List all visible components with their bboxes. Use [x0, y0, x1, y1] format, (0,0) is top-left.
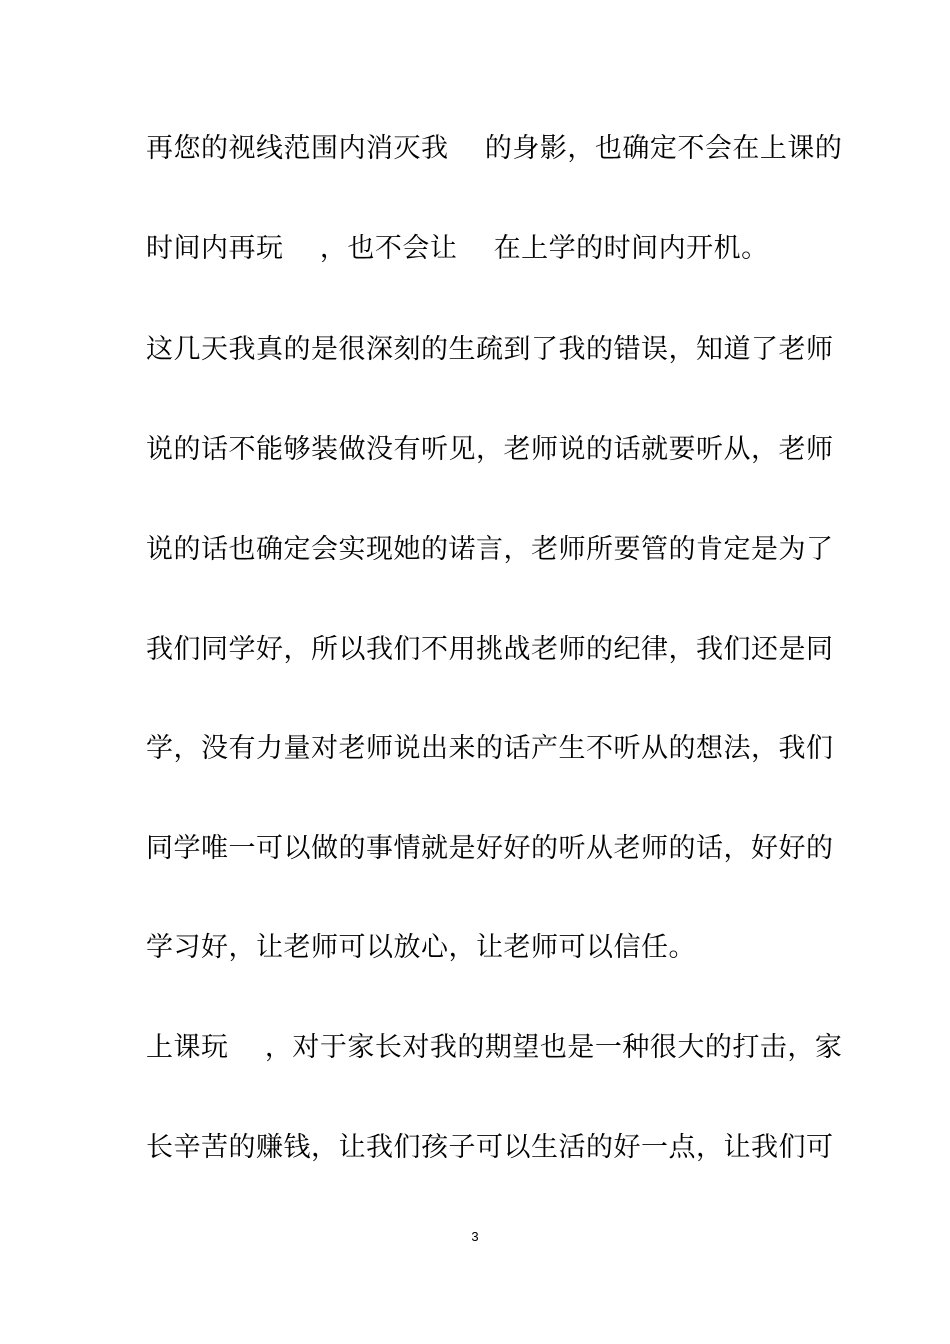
text-line: 上课玩 ，对于家长对我的期望也是一种很大的打击，家	[146, 1032, 843, 1063]
text-line: 时间内再玩 ，也不会让 在上学的时间内开机。	[146, 233, 769, 264]
text-line: 说的话不能够装做没有听见，老师说的话就要听从，老师	[146, 434, 834, 465]
text-line: 长辛苦的赚钱，让我们孩子可以生活的好一点，让我们可	[146, 1132, 834, 1163]
text-line: 再您的视线范围内消灭我 的身影，也确定不会在上课的	[146, 133, 843, 164]
page-number: 3	[471, 1229, 479, 1244]
text-line: 学，没有力量对老师说出来的话产生不听从的想法，我们	[146, 733, 834, 764]
text-line: 这几天我真的是很深刻的生疏到了我的错误，知道了老师	[146, 334, 834, 365]
text-line: 我们同学好，所以我们不用挑战老师的纪律，我们还是同	[146, 634, 834, 665]
text-line: 同学唯一可以做的事情就是好好的听从老师的话，好好的	[146, 833, 834, 864]
text-line: 说的话也确定会实现她的诺言，老师所要管的肯定是为了	[146, 534, 834, 565]
text-line: 学习好，让老师可以放心，让老师可以信任。	[146, 932, 696, 963]
